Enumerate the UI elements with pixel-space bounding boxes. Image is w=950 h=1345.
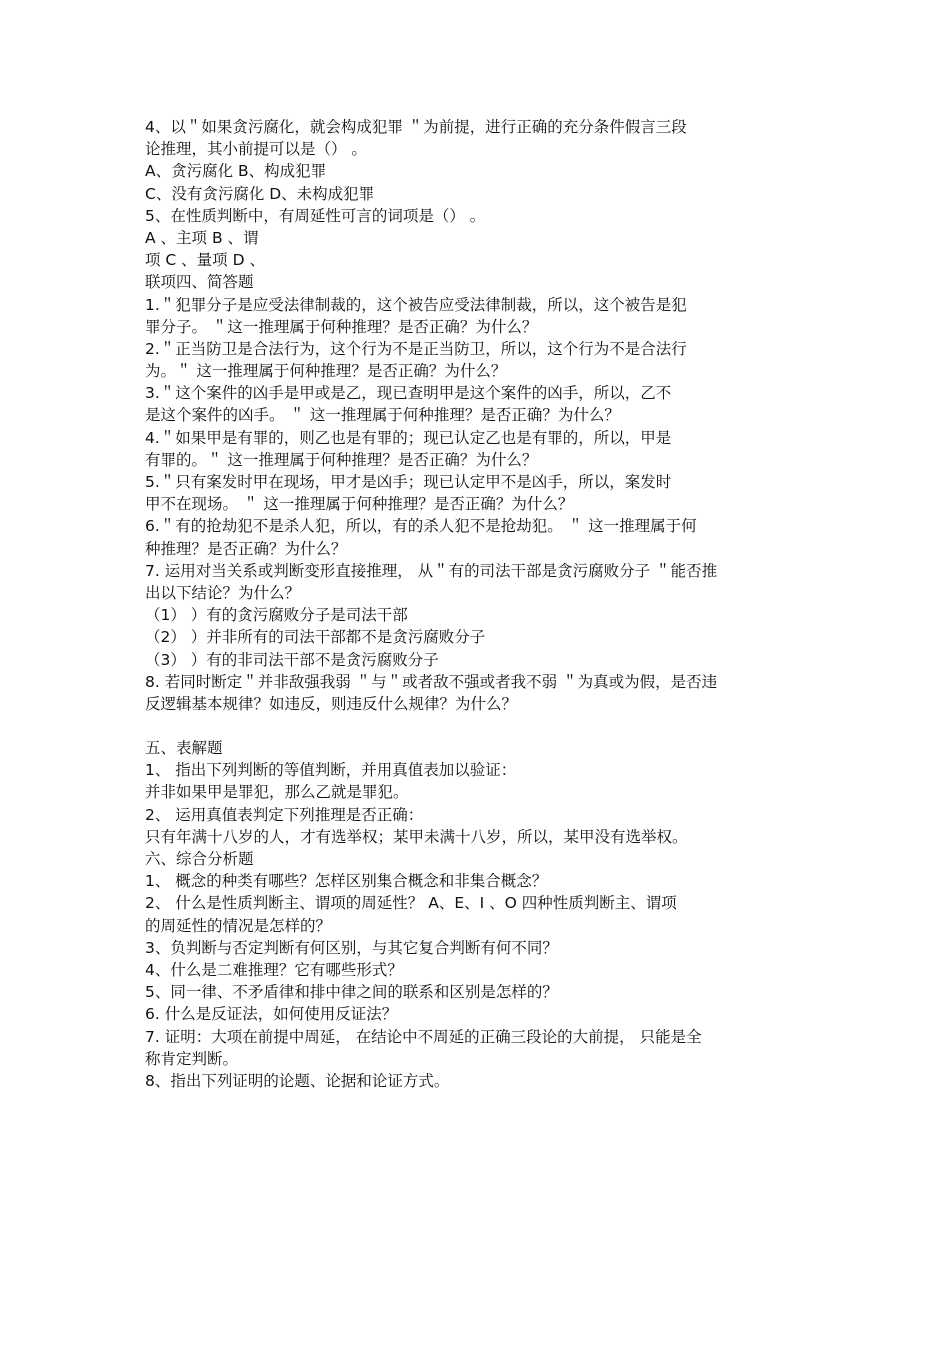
text-line: 1、 指出下列判断的等值判断，并用真值表加以验证： <box>145 761 517 780</box>
text-line: 7. 运用对当关系或判断变形直接推理， 从＂有的司法干部是贪污腐败分子 ＂能否推 <box>145 561 718 580</box>
text-line: 5、在性质判断中，有周延性可言的词项是（） 。 <box>145 206 486 225</box>
text-line: 4.＂如果甲是有罪的，则乙也是有罪的；现已认定乙也是有罪的，所以，甲是 <box>145 428 672 447</box>
text-line: 2、 什么是性质判断主、谓项的周延性？ A、E、I 、O 四种性质判断主、谓项 <box>145 894 677 913</box>
text-line: 称肯定判断。 <box>145 1049 239 1068</box>
text-line: （2） ）并非所有的司法干部都不是贪污腐败分子 <box>145 628 486 647</box>
section-heading: 五、表解题 <box>145 739 223 758</box>
text-line: 7. 证明：大项在前提中周延， 在结论中不周延的正确三段论的大前提， 只能是全 <box>145 1027 702 1046</box>
document-body <box>145 116 815 1092</box>
text-line: 5.＂只有案发时甲在现场，甲才是凶手；现已认定甲不是凶手，所以，案发时 <box>145 473 672 491</box>
text-line: 有罪的。＂ 这一推理属于何种推理？是否正确？为什么？ <box>145 450 538 469</box>
text-line: 8. 若同时断定＂并非敌强我弱 ＂与＂或者敌不强或者我不弱 ＂为真或为假，是否违 <box>145 672 718 691</box>
text-line: A 、主项 B 、谓 <box>145 228 259 247</box>
text-line: 8、指出下列证明的论题、论据和论证方式。 <box>145 1071 450 1090</box>
text-line: 5、同一律、不矛盾律和排中律之间的联系和区别是怎样的？ <box>145 983 558 1002</box>
text-line: （3） ）有的非司法干部不是贪污腐败分子 <box>145 650 439 669</box>
text-line: C、没有贪污腐化 D、未构成犯罪 <box>145 184 375 203</box>
text-line: 6.＂有的抢劫犯不是杀人犯，所以，有的杀人犯不是抢劫犯。 ＂ 这一推理属于何 <box>145 517 697 536</box>
section-heading: 联项四、简答题 <box>145 273 254 292</box>
text-line: 4、什么是二难推理？它有哪些形式？ <box>145 960 403 979</box>
text-line: 6. 什么是反证法，如何使用反证法？ <box>145 1005 398 1024</box>
text-line: （1） ）有的贪污腐败分子是司法干部 <box>145 606 408 625</box>
text-line: A、贪污腐化 B、构成犯罪 <box>145 162 327 181</box>
text-line: 1.＂犯罪分子是应受法律制裁的，这个被告应受法律制裁，所以，这个被告是犯 <box>145 295 687 314</box>
questions-section-1 <box>145 116 815 715</box>
text-line: 甲不在现场。 ＂ 这一推理属于何种推理？是否正确？为什么？ <box>145 495 574 514</box>
text-line: 论推理，其小前提可以是（） 。 <box>145 140 367 159</box>
text-line: 的周延性的情况是怎样的？ <box>145 916 332 935</box>
text-line: 4、以＂如果贪污腐化，就会构成犯罪 ＂为前提，进行正确的充分条件假言三段 <box>145 118 687 136</box>
text-line: 项 C 、量项 D 、 <box>145 251 265 270</box>
questions-section-2 <box>145 737 815 1092</box>
text-line: 反逻辑基本规律？如违反，则违反什么规律？为什么？ <box>145 694 518 713</box>
text-line: 3、负判断与否定判断有何区别，与其它复合判断有何不同？ <box>145 938 558 957</box>
text-line: 并非如果甲是罪犯，那么乙就是罪犯。 <box>145 783 409 802</box>
text-line: 罪分子。 ＂这一推理属于何种推理？是否正确？为什么？ <box>145 317 538 336</box>
text-line: 3.＂这个案件的凶手是甲或是乙，现已查明甲是这个案件的凶手，所以，乙不 <box>145 384 672 403</box>
blank-line <box>145 715 815 737</box>
section-heading: 六、综合分析题 <box>145 850 254 868</box>
text-line: 只有年满十八岁的人，才有选举权；某甲未满十八岁，所以，某甲没有选举权。 <box>145 827 688 846</box>
text-line: 出以下结论？为什么？ <box>145 583 301 602</box>
text-line: 为。＂ 这一推理属于何种推理？是否正确？为什么？ <box>145 362 507 381</box>
text-line: 1、 概念的种类有哪些？怎样区别集合概念和非集合概念？ <box>145 872 548 891</box>
text-line: 种推理？是否正确？为什么？ <box>145 539 347 558</box>
text-line: 2、 运用真值表判定下列推理是否正确： <box>145 805 424 824</box>
text-line: 是这个案件的凶手。 ＂ 这一推理属于何种推理？是否正确？为什么？ <box>145 406 620 425</box>
text-line: 2.＂正当防卫是合法行为，这个行为不是正当防卫，所以，这个行为不是合法行 <box>145 339 687 358</box>
